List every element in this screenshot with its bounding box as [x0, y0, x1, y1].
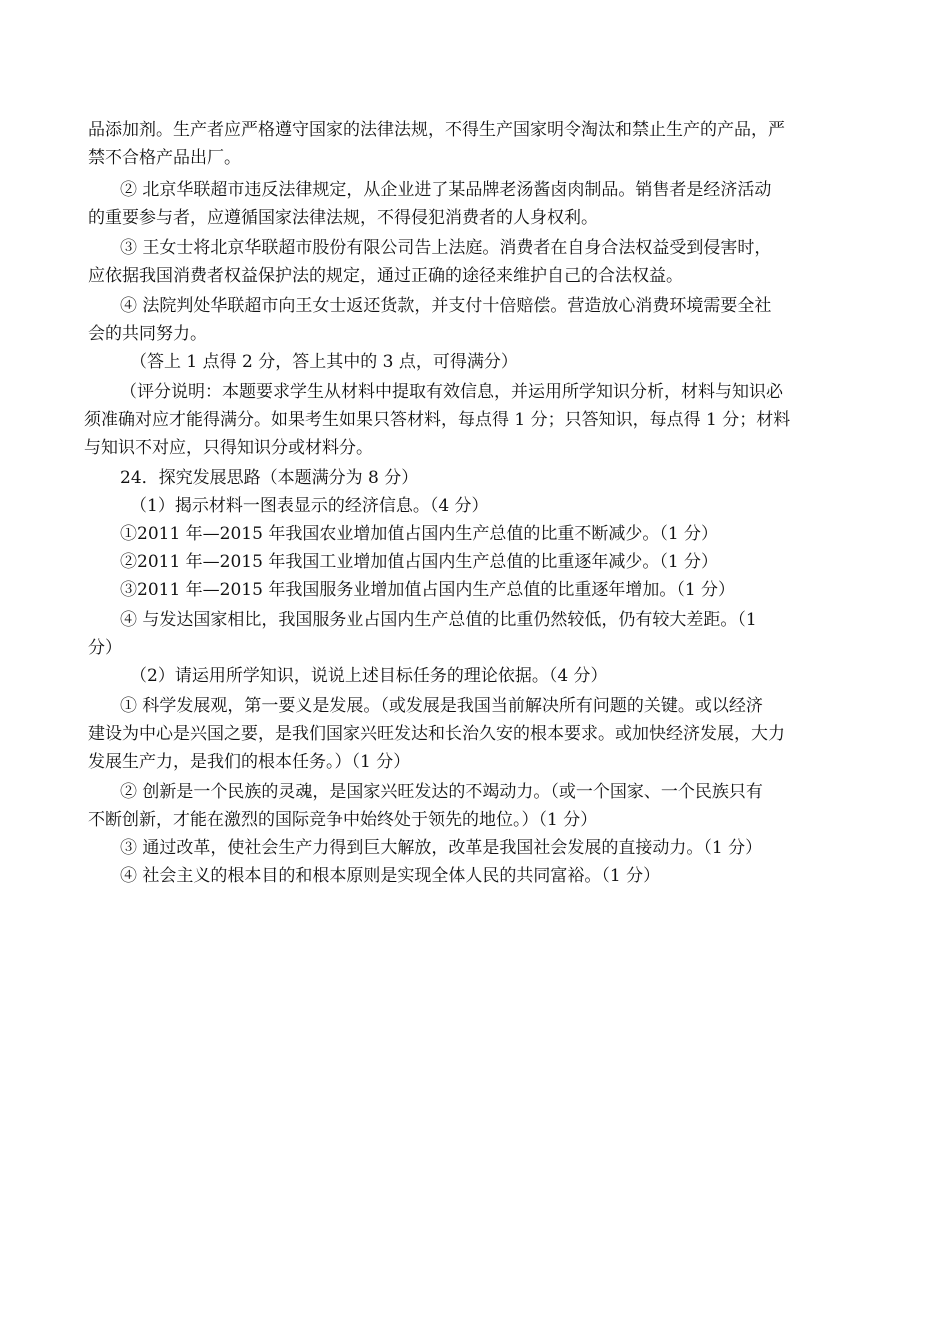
text-line: ① 科学发展观，第一要义是发展。（或发展是我国当前解决所有问题的关键。或以经济 [120, 696, 763, 716]
text-line: 24．探究发展思路（本题满分为 8 分） [120, 468, 419, 488]
text-line: ② 北京华联超市违反法律规定，从企业进了某品牌老汤酱卤肉制品。销售者是经济活动 [120, 180, 772, 200]
text-line: ②2011 年—2015 年我国工业增加值占国内生产总值的比重逐年减少。（1 分） [120, 552, 719, 572]
text-line: ①2011 年—2015 年我国农业增加值占国内生产总值的比重不断减少。（1 分） [120, 524, 719, 544]
text-line: ③ 王女士将北京华联超市股份有限公司告上法庭。消费者在自身合法权益受到侵害时， [120, 238, 772, 258]
text-line: ③ 通过改革，使社会生产力得到巨大解放，改革是我国社会发展的直接动力。（1 分） [120, 838, 763, 858]
text-line: 与知识不对应，只得知识分或材料分。 [84, 438, 373, 458]
text-line: 应依据我国消费者权益保护法的规定，通过正确的途径来维护自己的合法权益。 [88, 266, 683, 286]
text-line: （答上 1 点得 2 分，答上其中的 3 点，可得满分） [130, 352, 518, 372]
text-line: ④ 社会主义的根本目的和根本原则是实现全体人民的共同富裕。（1 分） [120, 866, 661, 886]
text-line: 不断创新，才能在激烈的国际竞争中始终处于领先的地位。）（1 分） [88, 810, 598, 830]
text-line: ③2011 年—2015 年我国服务业增加值占国内生产总值的比重逐年增加。（1 分） [120, 580, 736, 600]
text-line: 分） [88, 638, 122, 658]
text-line: ④ 与发达国家相比，我国服务业占国内生产总值的比重仍然较低，仍有较大差距。（1 [120, 610, 757, 630]
text-line: （评分说明：本题要求学生从材料中提取有效信息，并运用所学知识分析，材料与知识必 [120, 382, 783, 402]
text-line: 禁不合格产品出厂。 [88, 148, 241, 168]
text-line: （2）请运用所学知识，说说上述目标任务的理论依据。（4 分） [130, 666, 608, 686]
text-line: ② 创新是一个民族的灵魂，是国家兴旺发达的不竭动力。（或一个国家、一个民族只有 [120, 782, 763, 802]
text-line: 会的共同努力。 [88, 324, 207, 344]
text-line: 的重要参与者，应遵循国家法律法规，不得侵犯消费者的人身权利。 [88, 208, 598, 228]
text-line: ④ 法院判处华联超市向王女士返还货款，并支付十倍赔偿。营造放心消费环境需要全社 [120, 296, 772, 316]
text-line: （1）揭示材料一图表显示的经济信息。（4 分） [130, 496, 489, 516]
text-line: 发展生产力，是我们的根本任务。）（1 分） [88, 752, 411, 772]
text-line: 须准确对应才能得满分。如果考生如果只答材料，每点得 1 分；只答知识，每点得 1 分；材料 [84, 410, 791, 430]
text-line: 建设为中心是兴国之要，是我们国家兴旺发达和长治久安的根本要求。或加快经济发展，大力 [88, 724, 785, 744]
text-line: 品添加剂。生产者应严格遵守国家的法律法规，不得生产国家明令淘汰和禁止生产的产品，严 [88, 120, 785, 140]
